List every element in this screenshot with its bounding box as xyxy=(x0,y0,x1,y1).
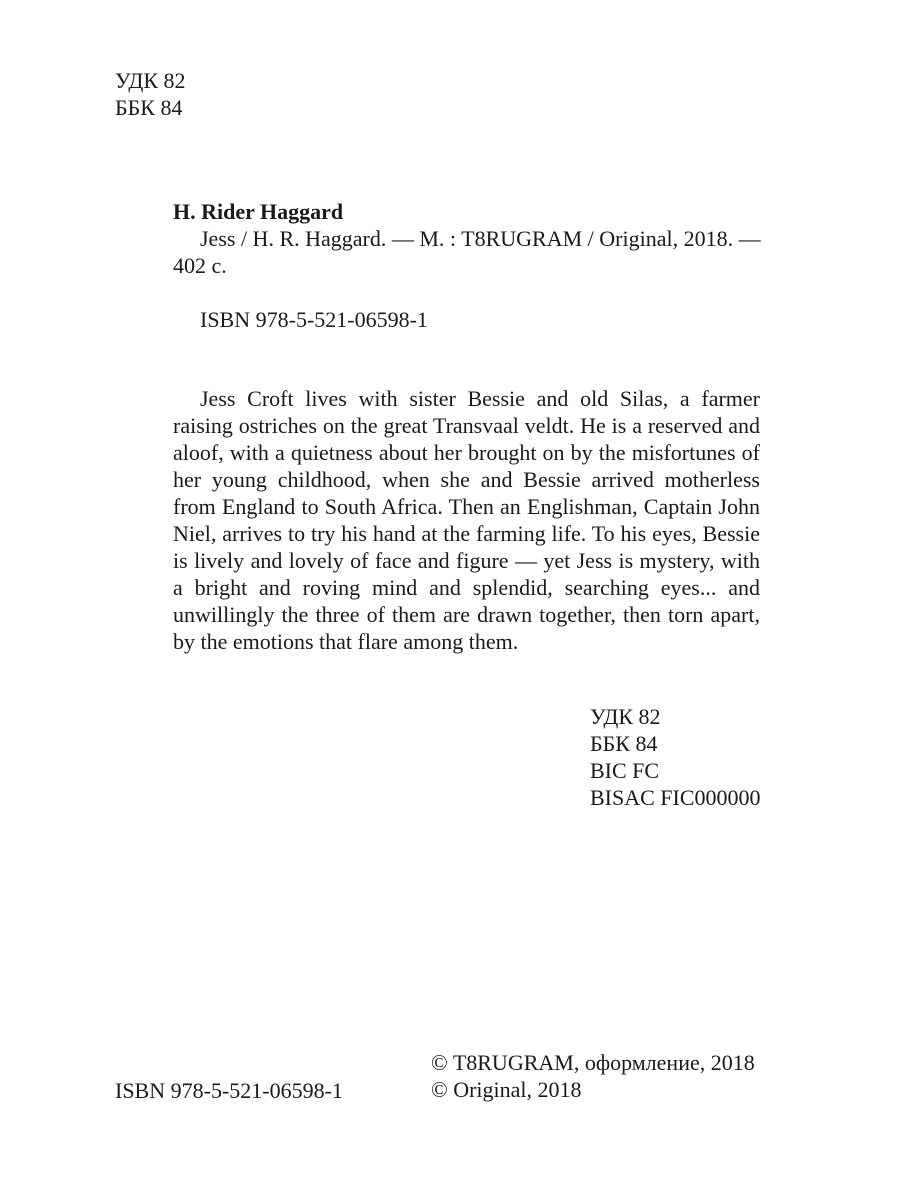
citation-entry-line-1: Jess / H. R. Haggard. — M. : T8RUGRAM / Original, 2018. — xyxy=(200,226,761,251)
copyright-notice xyxy=(431,1049,755,1103)
top-classification-codes xyxy=(115,67,186,121)
classification-codes xyxy=(590,703,761,811)
bic-code: BIC FC xyxy=(590,758,660,783)
copyright-line-1: © T8RUGRAM, оформление, 2018 xyxy=(431,1050,755,1075)
udk-code: УДК 82 xyxy=(590,704,661,729)
annotation-paragraph: Jess Croft lives with sister Bessie and old Silas, a farmer raising ostriches on the great Transvaal veldt. He is a reserved and aloof, with a quietness about her brought on by the misfortunes of her young childhood, when she and Bessie arrived motherless from England to South Africa. Then an Englishman, Captain John Niel, arrives to try his hand at the farming life. To his eyes, Bessie is lively and lovely of face and figure — yet Jess is mystery, with a bright and roving mind and splendid, searching eyes... and unwillingly the three of them are drawn together, then torn apart, by the emotions that flare among them. xyxy=(173,386,760,654)
citation-entry-line-2: 402 c. xyxy=(173,253,227,278)
bbk-code: ББК 84 xyxy=(115,95,183,120)
isbn-top xyxy=(200,306,428,333)
bbk-code: ББК 84 xyxy=(590,731,658,756)
udk-code: УДК 82 xyxy=(115,68,186,93)
isbn-bottom xyxy=(115,1077,343,1104)
isbn-text: ISBN 978-5-521-06598-1 xyxy=(200,307,428,332)
book-annotation xyxy=(173,385,760,655)
bisac-code: BISAC FIC000000 xyxy=(590,785,761,810)
isbn-text: ISBN 978-5-521-06598-1 xyxy=(115,1078,343,1103)
author-name: H. Rider Haggard xyxy=(173,199,344,224)
bibliographic-citation xyxy=(173,198,760,279)
copyright-line-2: © Original, 2018 xyxy=(431,1077,582,1102)
